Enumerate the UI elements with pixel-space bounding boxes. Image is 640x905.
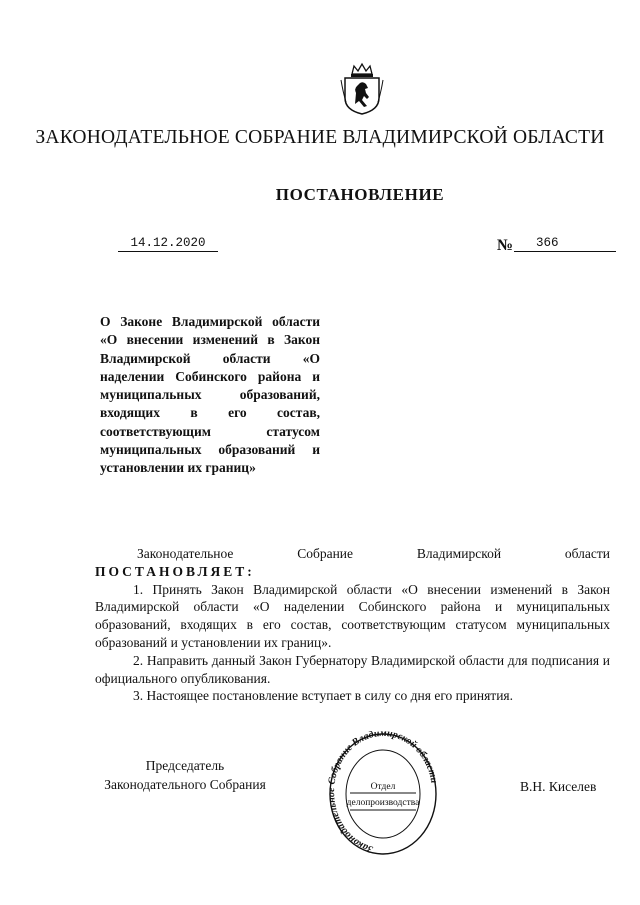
document-number-label: № [497, 237, 514, 254]
signatory-position-line-1: Председатель [145, 758, 225, 773]
stamp-ring-text: Законодатель обрание Владимирской област [328, 731, 438, 855]
stamp-inner-line-2: делопроизводства [346, 798, 420, 808]
signatory-name: В.Н. Киселев [520, 779, 597, 794]
clause-1: 1. Принять Закон Владимирской области «О внесении изменений в Закон Владимирской области «О наделении Собинского района и муниципальных образований, входящих в его состав, соответствующим статусом муниципальных образований и установлении их границ». [95, 581, 610, 650]
preamble: Законодательное Собрание Владимирской области [137, 546, 610, 561]
document-body [95, 545, 610, 705]
document-number: 366 [514, 236, 616, 252]
clause-3: 3. Настоящее постановление вступает в силу со дня его принятия. [133, 688, 514, 704]
document-date: 14.12.2020 [118, 236, 218, 252]
document-subject: О Законе Владимирской области «О внесении изменений в Закон Владимирской области «О наделении Собинского района и муниципальных образований, входящих в его состав, соответствующим статусом муниципальных образований и установлении их границ» [100, 314, 320, 476]
coat-of-arms-icon [340, 62, 384, 116]
stamp-inner-line-1: Отдел [370, 782, 396, 792]
clause-2: 2. Направить данный Закон Губернатору Владимирской области для подписания и официального опубликования. [95, 652, 610, 686]
organization-name: ЗАКОНОДАТЕЛЬНОЕ СОБРАНИЕ ВЛАДИМИРСКОЙ ОБЛАСТИ [35, 127, 605, 148]
signatory-position [90, 757, 280, 794]
resolves-heading: ПОСТАНОВЛЯЕТ: [95, 563, 255, 579]
signatory-position-line-2: Законодательного Собрания [104, 776, 266, 792]
document-type-title: ПОСТАНОВЛЕНИЕ [275, 185, 445, 204]
official-stamp [328, 731, 438, 857]
